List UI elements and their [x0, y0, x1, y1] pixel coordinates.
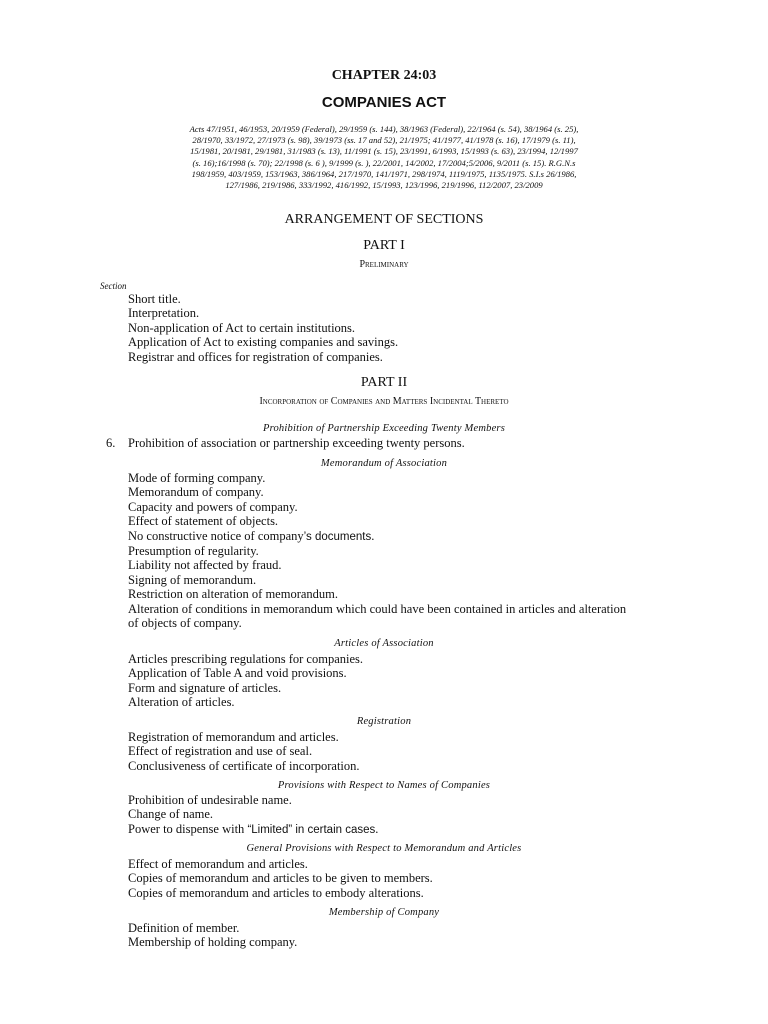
prohibition-heading: Prohibition of Partnership Exceeding Twenty Members — [262, 423, 506, 434]
list-item: Alteration of articles. — [128, 695, 235, 710]
memorandum-section-list — [128, 471, 626, 630]
general-provisions-heading: General Provisions with Respect to Memorandum and Articles — [246, 843, 522, 854]
registration-section-list — [128, 730, 360, 773]
list-item — [128, 822, 378, 837]
membership-section-list — [128, 921, 297, 950]
list-item: Memorandum of company. — [128, 485, 264, 500]
arrangement-heading: ARRANGEMENT OF SECTIONS — [284, 212, 484, 227]
list-item: Mode of forming company. — [128, 471, 266, 485]
list-item: Membership of holding company. — [128, 935, 298, 950]
amending-acts — [160, 124, 608, 191]
list-item: Presumption of regularity. — [128, 544, 259, 559]
acts-line: 198/1959, 403/1959, 153/1963, 386/1964, 217/1970, 141/1971, 298/1974, 1119/1975, 1135/1975. S.I.s 26/1986, — [191, 168, 577, 179]
articles-section-list — [128, 652, 363, 710]
list-item: Interpretation. — [128, 306, 200, 321]
list-item: Articles prescribing regulations for companies. — [128, 652, 363, 666]
part-2-title: PART II — [360, 375, 408, 390]
part-1-section-list — [128, 292, 398, 364]
section-label: Section — [100, 281, 127, 291]
list-item: Definition of member. — [128, 921, 240, 935]
general-provisions-section-list — [128, 857, 433, 900]
act-title: COMPANIES ACT — [321, 94, 447, 111]
acts-line: 15/1981, 20/1981, 29/1981, 31/1983 (s. 13), 11/1991 (s. 15), 23/1991, 6/1993, 15/1993 (s. 63), 23/1994, 12/1997 — [190, 146, 578, 157]
list-item: Registrar and offices for registration of companies. — [128, 349, 383, 364]
membership-heading: Membership of Company — [328, 907, 440, 918]
item-text: Power to dispense with — [128, 821, 248, 836]
list-item: Prohibition of undesirable name. — [128, 793, 292, 807]
item-text: Prohibition of association or partnership exceeding twenty persons. — [128, 436, 465, 450]
list-item: of objects of company. — [128, 616, 242, 631]
list-item: Liability not affected by fraud. — [128, 558, 282, 573]
part-1-subtitle: Preliminary — [359, 259, 409, 270]
list-item: Application of Table A and void provisions. — [128, 666, 347, 681]
list-item: Effect of memorandum and articles. — [128, 857, 308, 871]
part-2-subtitle: Incorporation of Companies and Matters Incidental Thereto — [259, 396, 509, 407]
acts-line: Acts 47/1951, 46/1953, 20/1959 (Federal), 29/1959 (s. 144), 38/1963 (Federal), 22/1964 (s. 54), 38/1964 (s. 25), — [189, 124, 579, 134]
list-item: Non-application of Act to certain institutions. — [128, 320, 356, 335]
list-item: Alteration of conditions in memorandum which could have been contained in articles and alteration — [128, 601, 627, 616]
list-item: Short title. — [128, 292, 181, 306]
list-item: Restriction on alteration of memorandum. — [128, 587, 339, 602]
list-item: Effect of registration and use of seal. — [128, 744, 313, 759]
list-item: Signing of memorandum. — [128, 572, 257, 587]
list-item: Effect of statement of objects. — [128, 514, 279, 529]
acts-line: 127/1986, 219/1986, 333/1992, 416/1992, 15/1993, 123/1996, 219/1996, 112/2007, 23/2009 — [225, 180, 543, 191]
item-text-variant-font: “Limited” in certain cases — [247, 823, 376, 836]
list-item: Capacity and powers of company. — [128, 499, 298, 514]
list-item: Form and signature of articles. — [128, 680, 282, 695]
memorandum-heading: Memorandum of Association — [320, 458, 448, 469]
chapter-number: CHAPTER 24:03 — [331, 68, 437, 83]
names-heading: Provisions with Respect to Names of Companies — [277, 780, 491, 791]
item-text: No constructive notice of company — [128, 528, 304, 543]
part-1-title: PART I — [363, 238, 405, 253]
list-item: Copies of memorandum and articles to be given to members. — [128, 871, 433, 886]
registration-heading: Registration — [356, 716, 412, 727]
names-section-list — [128, 793, 378, 837]
list-item: Registration of memorandum and articles. — [128, 730, 339, 744]
list-item: Copies of memorandum and articles to embody alterations. — [128, 885, 424, 900]
item-text: . — [371, 528, 375, 543]
acts-line: (s. 16);16/1998 (s. 70); 22/1998 (s. 6 ), 9/1999 (s. ), 22/2001, 14/2002, 17/2004;5/2006, 9/2011 (s. 15). R.G.N.s — [192, 157, 576, 168]
item-text: . — [375, 821, 379, 836]
acts-line: 28/1970, 33/1972, 27/1973 (s. 98), 39/1973 (ss. 17 and 52), 21/1975; 41/1977, 41/1978 (s. 16), 17/1979 (s. 11), — [192, 135, 576, 146]
list-item — [128, 529, 626, 544]
item-number: 6. — [106, 436, 116, 450]
list-item: Conclusiveness of certificate of incorporation. — [128, 758, 360, 773]
list-item: Change of name. — [128, 807, 214, 822]
list-item: Application of Act to existing companies and savings. — [128, 335, 399, 350]
item-text-variant-font: ’s documents — [303, 530, 372, 543]
numbered-item — [106, 436, 465, 451]
articles-heading: Articles of Association — [334, 638, 434, 649]
